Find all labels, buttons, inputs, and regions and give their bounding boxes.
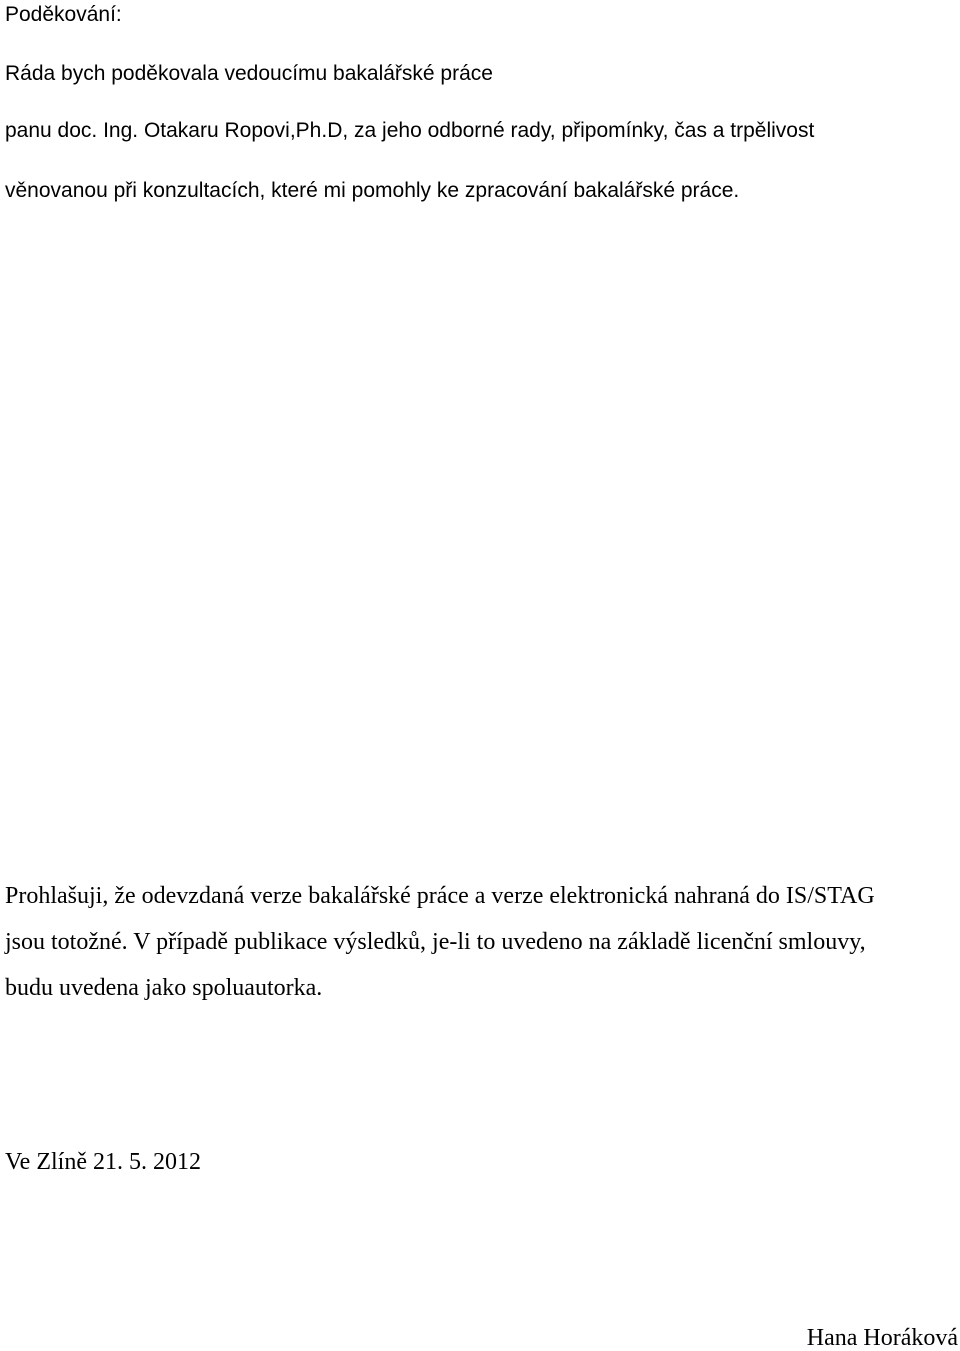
declaration-line: jsou totožné. V případě publikace výsledků, je-li to uvedeno na základě licenční smlouvy, [5,929,866,955]
acknowledgement-heading: Poděkování: [5,3,122,26]
declaration-line: Prohlašuji, že odevzdaná verze bakalářské práce a verze elektronická nahraná do IS/STAG [5,883,875,909]
declaration-line: budu uvedena jako spoluautorka. [5,975,323,1001]
place-and-date: Ve Zlíně 21. 5. 2012 [5,1149,201,1175]
author-signature: Hana Horáková [806,1325,958,1351]
acknowledgement-line: Ráda bych poděkovala vedoucímu bakalářské práce [5,62,493,85]
acknowledgement-line: věnovanou při konzultacích, které mi pomohly ke zpracování bakalářské práce. [5,179,740,202]
acknowledgement-line: panu doc. Ing. Otakaru Ropovi,Ph.D, za jeho odborné rady, připomínky, čas a trpělivost [5,119,815,142]
